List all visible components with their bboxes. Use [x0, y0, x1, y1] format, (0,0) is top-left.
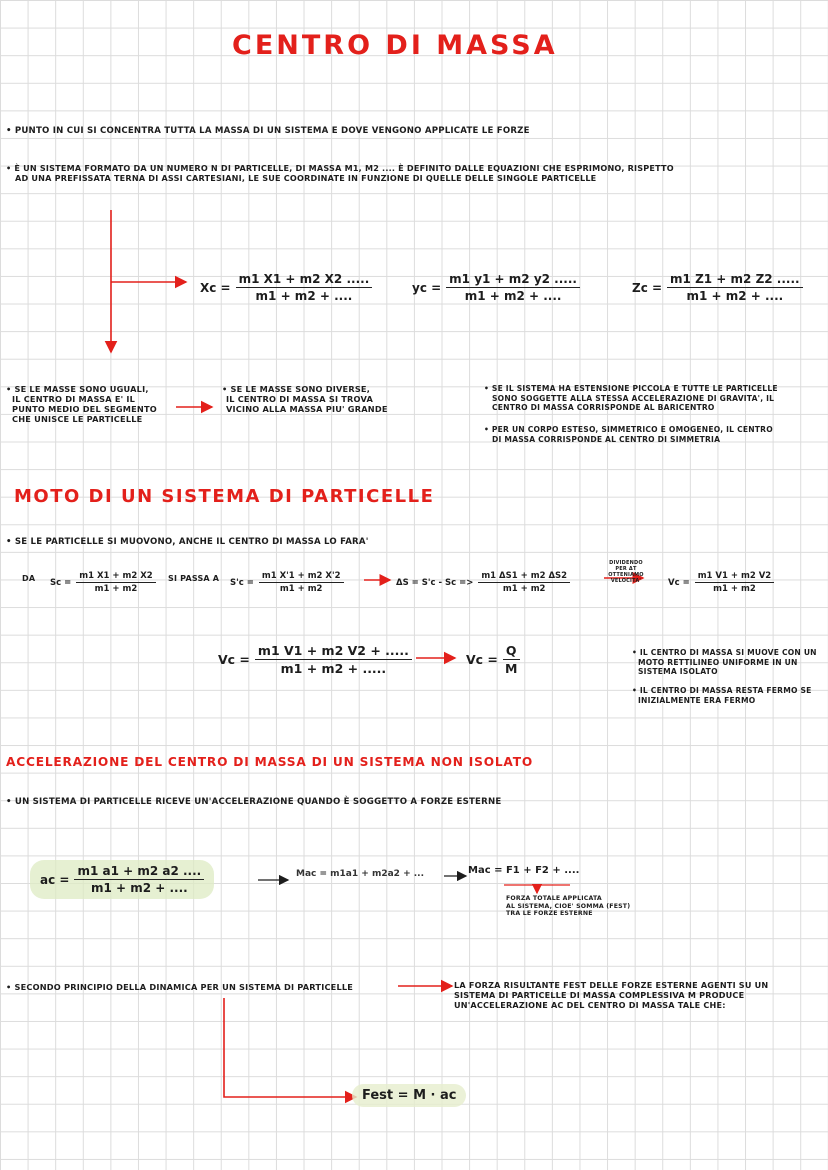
vc-big-numerator: m1 V1 + m2 V2 + .....	[255, 643, 412, 660]
note-ext-line-1: • PER UN CORPO ESTESO, SIMMETRICO E OMOGENEO, IL CENTRO	[484, 425, 773, 434]
formula-sc-prime	[230, 571, 344, 594]
formula-delta-s	[396, 571, 570, 594]
xc-numerator: m1 X1 + m2 X2 .....	[236, 272, 373, 288]
note-diff-line-3: VICINO ALLA MASSA PIU' GRANDE	[226, 404, 388, 414]
force-note-line-2: AL SISTEMA, CIOE' SOMMA (FEST)	[506, 902, 631, 910]
note-extended-body	[484, 425, 773, 444]
vq-numerator: Q	[503, 643, 520, 660]
note1-line-2: MOTO RETTILINEO UNIFORME IN UN	[638, 657, 798, 667]
formula-zc	[632, 272, 803, 303]
formula-yc	[412, 272, 580, 303]
note-different-masses	[222, 384, 388, 414]
note-equal-line-1: • SE LE MASSE SONO UGUALI,	[6, 384, 149, 394]
xc-denominator: m1 + m2 + ....	[255, 289, 353, 303]
intro-bullet-2-line-1: • È UN SISTEMA FORMATO DA UN NUMERO N DI PARTICELLE, DI MASSA M1, M2 .... È DEFINITO DALLE EQUAZIONI CHE ESPRIMONO, RISPETTO	[6, 163, 674, 173]
second-principle-bullet: • SECONDO PRINCIPIO DELLA DINAMICA PER UN SISTEMA DI PARTICELLE	[6, 982, 354, 992]
vc-big-denominator: m1 + m2 + .....	[280, 661, 387, 676]
formula-vc-big	[218, 643, 412, 676]
ac-lhs: ac =	[40, 872, 70, 887]
vc-small-numerator: m1 V1 + m2 V2	[695, 571, 775, 583]
formula-vc-q	[466, 643, 520, 676]
resultant-force-note	[454, 980, 768, 1010]
da-label: DA	[22, 574, 36, 583]
sc-prime-numerator: m1 X'1 + m2 X'2	[259, 571, 344, 583]
ac-numerator: m1 a1 + m2 a2 ....	[74, 864, 204, 880]
vq-lhs: Vc =	[466, 652, 498, 667]
formula-mac-forces: Mac = F1 + F2 + ....	[468, 865, 580, 876]
delta-numerator: m1 ΔS1 + m2 ΔS2	[478, 571, 570, 583]
section-2-heading: MOTO DI UN SISTEMA DI PARTICELLE	[14, 486, 435, 507]
sc-prime-denominator: m1 + m2	[279, 584, 323, 594]
si-passa-label: SI PASSA A	[168, 574, 220, 583]
vq-denominator: M	[505, 661, 518, 676]
force-note	[506, 895, 630, 918]
note1-line-1: • IL CENTRO DI MASSA SI MUOVE CON UN	[632, 648, 817, 657]
intro-bullet-1: • PUNTO IN CUI SI CONCENTRA TUTTA LA MASSA DI UN SISTEMA E DOVE VENGONO APPLICATE LE FORZE	[6, 126, 530, 136]
result-line-3: UN'ACCELERAZIONE AC DEL CENTRO DI MASSA TALE CHE:	[454, 1000, 726, 1010]
yc-denominator: m1 + m2 + ....	[464, 289, 562, 303]
note-at-rest	[632, 686, 812, 705]
note-diff-line-2: IL CENTRO DI MASSA SI TROVA	[226, 394, 373, 404]
divide-note: DIVIDENDO PER ΔT OTTENIAMO VELOCITA'	[608, 560, 644, 584]
result-line-1: LA FORZA RISULTANTE FEST DELLE FORZE ESTERNE AGENTI SU UN	[454, 980, 769, 990]
force-note-line-3: TRA LE FORZE ESTERNE	[506, 910, 593, 917]
yc-lhs: yc =	[412, 280, 442, 295]
note2-line-2: INIZIALMENTE ERA FERMO	[638, 695, 756, 705]
xc-lhs: Xc =	[200, 280, 231, 295]
result-line-2: SISTEMA DI PARTICELLE DI MASSA COMPLESSIVA M PRODUCE	[454, 990, 745, 1000]
force-note-line-1: FORZA TOTALE APPLICATA	[506, 895, 602, 902]
note2-line-1: • IL CENTRO DI MASSA RESTA FERMO SE	[632, 686, 812, 695]
formula-mac: Mac = m1a1 + m2a2 + ...	[296, 869, 424, 879]
note-equal-masses	[6, 384, 157, 424]
section-3-bullet: • UN SISTEMA DI PARTICELLE RICEVE UN'ACCELERAZIONE QUANDO È SOGGETTO A FORZE ESTERNE	[6, 797, 502, 807]
note-equal-line-4: CHE UNISCE LE PARTICELLE	[12, 414, 143, 424]
note-diff-line-1: • SE LE MASSE SONO DIVERSE,	[222, 384, 371, 394]
note-small-line-2: SONO SOGGETTE ALLA STESSA ACCELERAZIONE DI GRAVITA', IL	[492, 393, 775, 403]
formula-xc	[200, 272, 372, 303]
principle-tree-line	[224, 998, 356, 1097]
delta-lhs: ΔS = S'c - Sc =>	[396, 577, 474, 588]
formula-ac	[30, 860, 214, 899]
formula-sc	[50, 571, 156, 594]
delta-denominator: m1 + m2	[502, 584, 546, 594]
note-small-line-3: CENTRO DI MASSA CORRISPONDE AL BARICENTRO	[492, 403, 715, 412]
note-uniform-motion	[632, 648, 817, 677]
ac-denominator: m1 + m2 + ....	[90, 881, 188, 895]
sc-prime-lhs: S'c =	[230, 577, 254, 588]
formula-vc-small	[668, 571, 774, 594]
zc-lhs: Zc =	[632, 280, 663, 295]
section-2-bullet: • SE LE PARTICELLE SI MUOVONO, ANCHE IL CENTRO DI MASSA LO FARA'	[6, 537, 369, 547]
vc-small-denominator: m1 + m2	[713, 584, 756, 594]
zc-denominator: m1 + m2 + ....	[686, 289, 784, 303]
vc-big-lhs: Vc =	[218, 652, 250, 667]
note-small-line-1: • SE IL SISTEMA HA ESTENSIONE PICCOLA E TUTTE LE PARTICELLE	[484, 384, 778, 393]
yc-numerator: m1 y1 + m2 y2 .....	[446, 272, 580, 288]
zc-numerator: m1 Z1 + m2 Z2 .....	[667, 272, 803, 288]
vc-small-lhs: Vc =	[668, 577, 690, 588]
sc-lhs: Sc =	[50, 577, 72, 588]
sc-numerator: m1 X1 + m2 X2	[76, 571, 155, 583]
note-ext-line-2: DI MASSA CORRISPONDE AL CENTRO DI SIMMETRIA	[492, 434, 721, 444]
note-small-system	[484, 384, 778, 413]
formula-final: Fest = M · ac	[352, 1084, 466, 1107]
note-equal-line-3: PUNTO MEDIO DEL SEGMENTO	[12, 404, 157, 414]
page-title: CENTRO DI MASSA	[232, 30, 558, 61]
note1-line-3: SISTEMA ISOLATO	[638, 667, 718, 676]
note-equal-line-2: IL CENTRO DI MASSA E' IL	[12, 394, 136, 404]
sc-denominator: m1 + m2	[94, 584, 138, 594]
section-3-heading: ACCELERAZIONE DEL CENTRO DI MASSA DI UN SISTEMA NON ISOLATO	[6, 755, 533, 769]
intro-bullet-2-line-2: AD UNA PREFISSATA TERNA DI ASSI CARTESIANI, LE SUE COORDINATE IN FUNZIONE DI QUELLE DELLE SINGOLE PARTICELLE	[15, 173, 597, 183]
